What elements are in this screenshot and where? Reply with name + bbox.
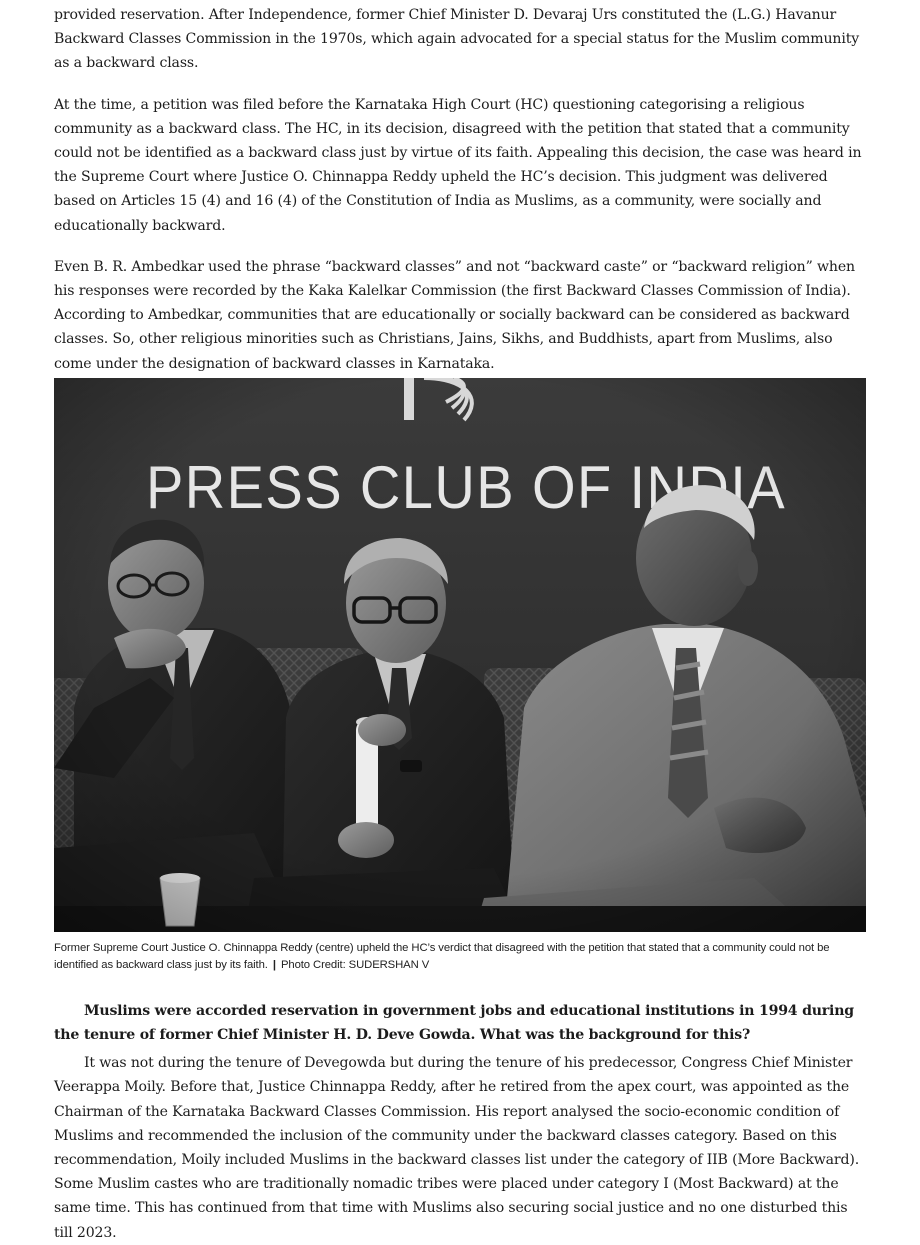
interview-answer: It was not during the tenure of Devegowda but during the tenure of his predecessor, Congress Chief Minister Veerappa Moily. Before that, Justice Chinnappa Reddy, after he retired from the apex court, was appointed as the Chairman of the Karnataka Backward Classes Commission. His report analysed the socio-economic condition of Muslims and recommended the inclusion of the community under the backward classes category. Based on this recommendation, Moily included Muslims in the backward classes list under the category of IIB (More Backward). Some Muslim castes who are traditionally nomadic tribes were placed under category I (Most Backward) at the same time. This has continued from that time with Muslims also securing social justice and no one disturbed this till 2023.	[54, 1055, 860, 1241]
caption-text: Former Supreme Court Justice O. Chinnappa Reddy (centre) upheld the HC’s verdict that disagreed with the petition that stated that a community could not be identified as backward class just by its faith.	[54, 941, 830, 972]
interview-question: Muslims were accorded reservation in government jobs and educational institutions in 1994 during the tenure of former Chief Minister H. D. Deve Gowda. What was the background for this?	[54, 1002, 854, 1044]
paragraph-havanur-commission: provided reservation. After Independence, former Chief Minister D. Devaraj Urs constituted the (L.G.) Havanur Backward Classes Commission in the 1970s, which again advocated for a special status for the Muslim community as a backward class.	[54, 7, 860, 72]
paragraph-hc-petition: At the time, a petition was filed before the Karnataka High Court (HC) questioning categorising a religious community as a backward class. The HC, in its decision, disagreed with the petition that stated that a community could not be identified as a backward class just by virtue of its faith. Appealing this decision, the case was heard in the Supreme Court where Justice O. Chinnappa Reddy upheld the HC’s decision. This judgment was delivered based on Articles 15 (4) and 16 (4) of the Constitution of India as Muslims, as a community, were socially and educationally backward.	[54, 96, 862, 234]
photo-caption	[54, 940, 866, 975]
photo-credit: Photo Credit: SUDERSHAN V	[280, 959, 430, 972]
press-club-photo	[54, 378, 866, 932]
caption-separator: |	[272, 959, 276, 972]
article-body	[54, 0, 866, 1245]
paragraph-ambedkar: Even B. R. Ambedkar used the phrase “backward classes” and not “backward caste” or “backward religion” when his responses were recorded by the Kaka Kalelkar Commission (the first Backward Classes Commission of India). According to Ambedkar, communities that are educationally or socially backward can be considered as backward classes. So, other religious minorities such as Christians, Jains, Sikhs, and Buddhists, apart from Muslims, also come under the designation of backward classes in Karnataka.	[54, 258, 855, 372]
